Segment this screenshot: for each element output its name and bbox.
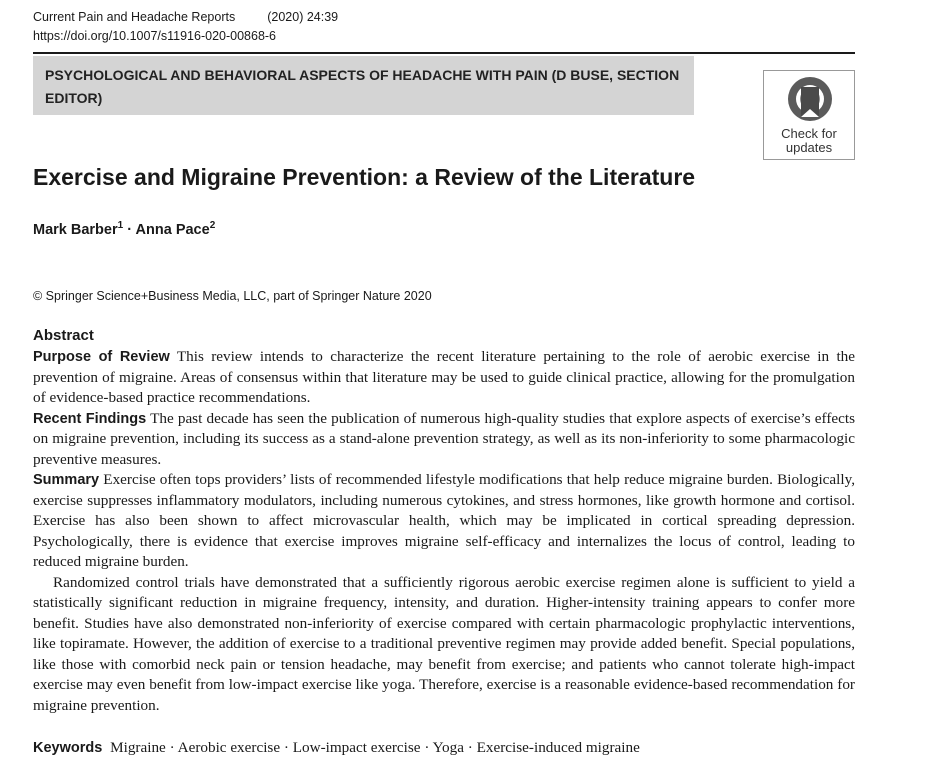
purpose-label: Purpose of Review — [33, 349, 170, 365]
keyword: Aerobic exercise — [177, 739, 281, 756]
findings-label: Recent Findings — [33, 410, 147, 427]
abstract-purpose — [33, 347, 855, 409]
abstract-heading: Abstract — [33, 327, 94, 344]
author-separator: · — [123, 221, 136, 238]
summary-label: Summary — [33, 472, 100, 488]
abstract-findings — [33, 409, 855, 471]
abstract-body — [33, 347, 855, 716]
purpose-text: This review intends to characterize the recent literature pertaining to the role of aerobic exercise in the prevention of migraine. Areas of consensus within that literature may be used to guide clinical practice, allowing for the promulgation of evidence-based practice recommendations. — [33, 348, 856, 406]
citation: (2020) 24:39 — [267, 10, 339, 24]
author-name[interactable]: Mark Barber — [33, 221, 118, 238]
author-affiliation: 1 — [117, 220, 124, 231]
summary-text: Exercise often tops providers’ lists of recommended lifestyle modifications that help reduce migraine burden. Biologically, exercise suppresses inflammatory modulators, including numerous cytokines, and stress hormones, like growth hormone and cortisol. Exercise has also been shown to affect microvascular health, which may be implicated in cortical spreading depression. Psychologically, there is evidence that exercise improves migraine self-efficacy and internalizes the locus of control, leading to reduced migraine burden. — [33, 471, 855, 570]
doi-link[interactable]: https://doi.org/10.1007/s11916-020-00868-6 — [33, 29, 277, 43]
author-affiliation: 2 — [209, 220, 216, 231]
author-list — [33, 220, 215, 238]
abstract-paragraph-2: Randomized control trials have demonstrated that a sufficiently rigorous aerobic exercise regimen alone is sufficient to yield a statistically significant reduction in migraine frequency, intensity, and duration. Higher-intensity training appears to confer more benefit. Studies have also demonstrated non-inferiority of exercise compared with certain pharmacologic prophylactic interventions, like topiramate. However, the addition of exercise to a traditional preventive regimen may provide added benefit. Special populations, like those with comorbid neck pain or tension headache, may benefit from exercise; and patients who cannot tolerate high-impact exercise may even benefit from low-impact exercise like yoga. Therefore, exercise is a reasonable evidence-based recommendation for migraine prevention. — [33, 573, 855, 714]
keywords-line: Keywords Migraine · Aerobic exercise · Low-impact exercise · Yoga · Exercise-induced migraine — [33, 739, 640, 756]
keyword: Migraine — [110, 739, 166, 756]
keyword: Yoga — [432, 739, 464, 756]
header-rule — [33, 52, 855, 54]
section-banner: PSYCHOLOGICAL AND BEHAVIORAL ASPECTS OF HEADACHE WITH PAIN (D BUSE, SECTION EDITOR) — [33, 56, 694, 115]
abstract-summary — [33, 470, 855, 573]
author-name[interactable]: Anna Pace — [135, 221, 210, 238]
badge-line-1: Check for — [781, 126, 837, 141]
article-title: Exercise and Migraine Prevention: a Review of the Literature — [33, 164, 696, 190]
keywords-label: Keywords — [33, 740, 103, 756]
running-header — [33, 8, 338, 46]
copyright-notice: © Springer Science+Business Media, LLC, part of Springer Nature 2020 — [33, 289, 432, 303]
crossmark-icon — [786, 75, 834, 125]
check-for-updates-badge[interactable] — [763, 70, 855, 160]
findings-text: The past decade has seen the publication of numerous high-quality studies that explore aspects of exercise’s effects on migraine prevention, including its success as a stand-alone prevention strategy, as well as its non-inferiority to some pharmacologic preventive measures. — [33, 409, 855, 468]
badge-line-2: updates — [785, 140, 833, 155]
keyword: Exercise-induced migraine — [476, 739, 640, 756]
journal-name: Current Pain and Headache Reports — [33, 10, 236, 24]
keyword: Low-impact exercise — [292, 739, 421, 756]
